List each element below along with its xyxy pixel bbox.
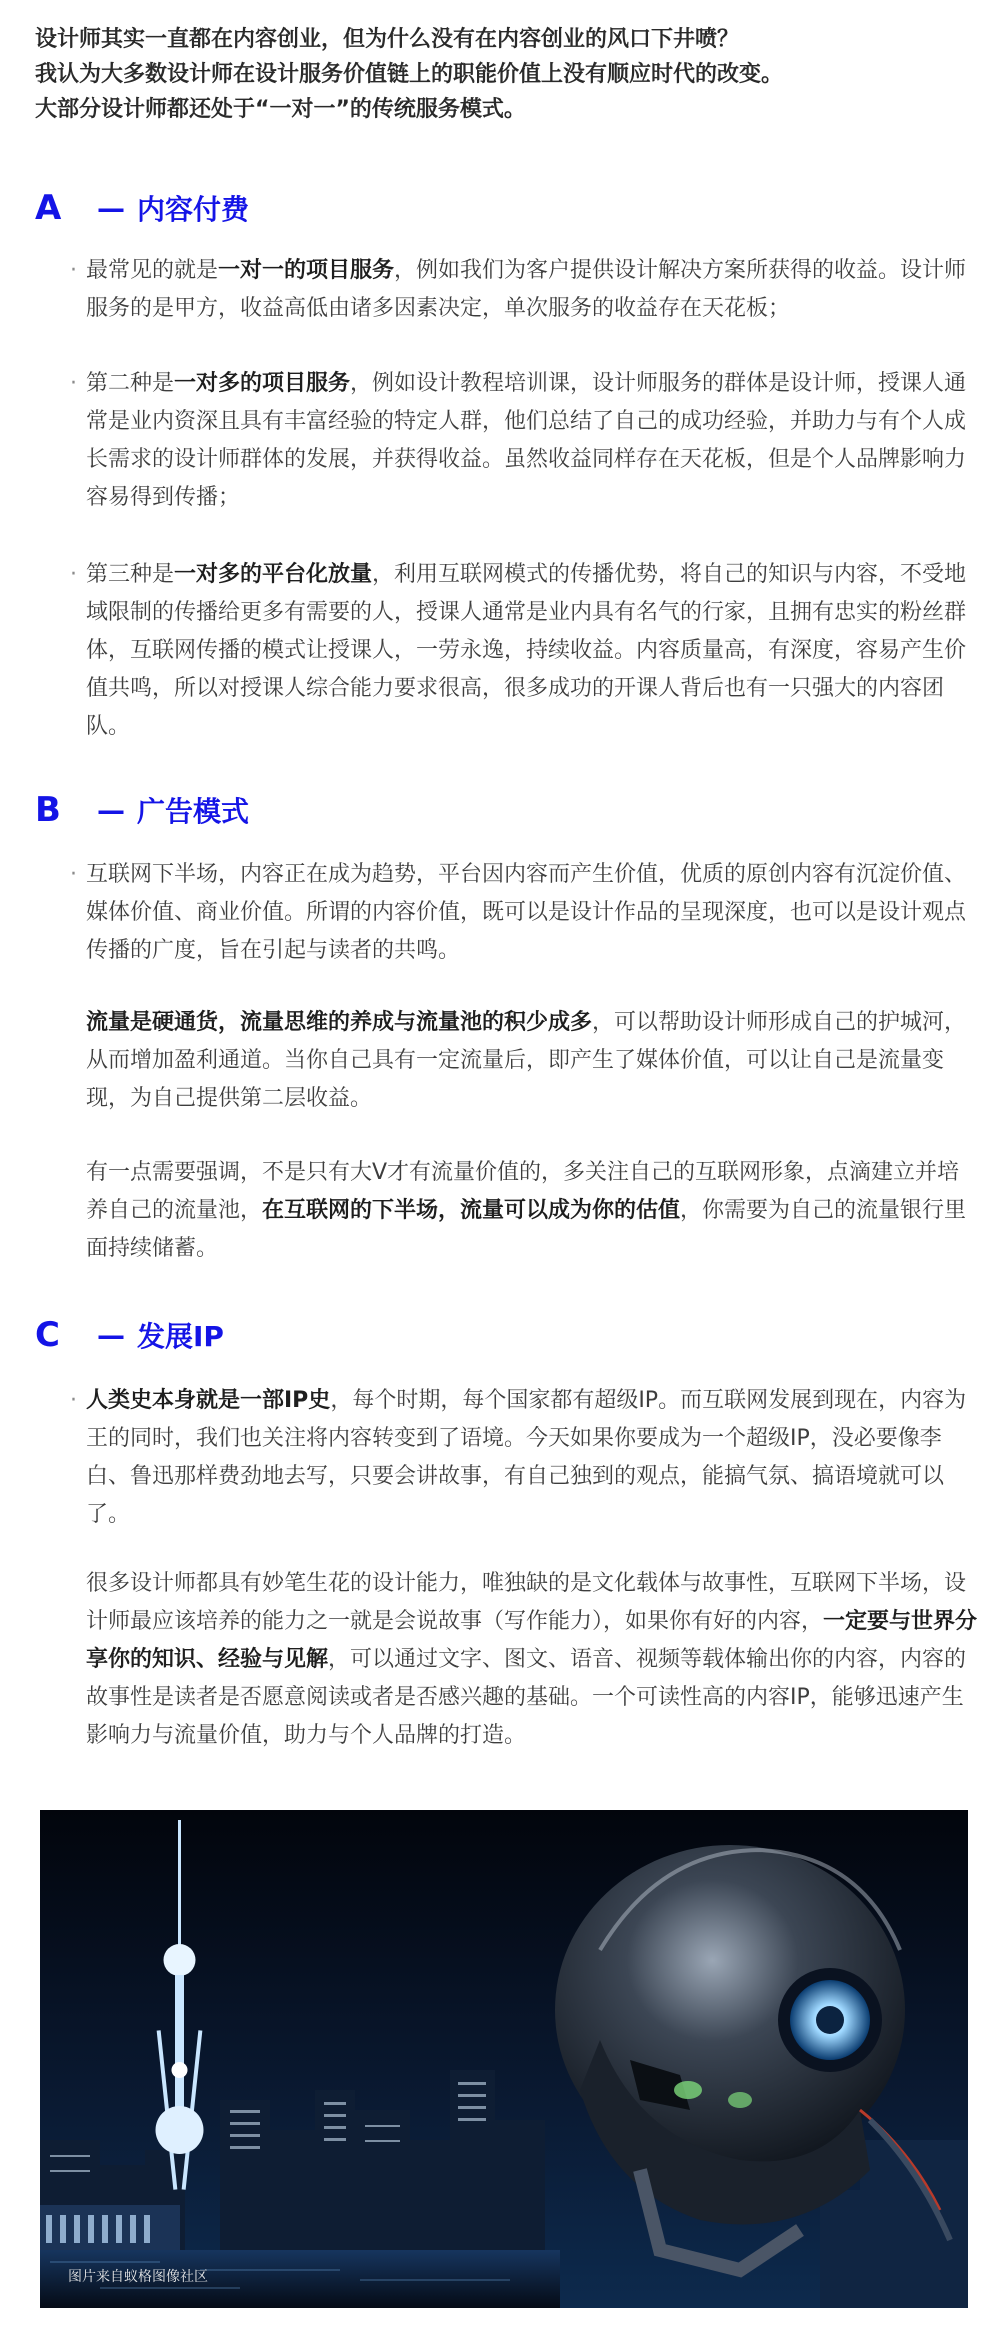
para-bold: 一对多的项目服务 xyxy=(174,371,351,396)
para-bold: 一对多的平台化放量 xyxy=(174,562,373,587)
section-letter: C xyxy=(35,1315,60,1355)
section-c-heading xyxy=(35,1312,224,1358)
para-text: ，你需要为自己的流量银行里面持续储蓄。 xyxy=(86,1198,967,1261)
section-letter: A xyxy=(35,188,62,228)
section-b-heading xyxy=(35,787,249,833)
bullet-dot: · xyxy=(70,862,77,887)
para-text: ，可以通过文字、图文、语音、视频等载体输出你的内容，内容的故事性是读者是否愿意阅读或者是否感兴趣的基础。一个可读性高的内容IP，能够迅速产生影响力与流量价值，助力与个人品牌的打造。 xyxy=(86,1647,967,1748)
para-text: ，例如设计教程培训课，设计师服务的群体是设计师，授课人通常是业内资深且具有丰富经验的特定人群，他们总结了自己的成功经验，并助力与有个人成长需求的设计师群体的发展，并获得收益。虽然收益同样存在天花板，但是个人品牌影响力容易得到传播； xyxy=(86,371,967,510)
section-dash: — xyxy=(97,1318,125,1352)
section-c-paragraph-1 xyxy=(70,1382,981,1534)
para-bold: 一对一的项目服务 xyxy=(218,258,395,283)
para-text: 很多设计师都具有妙笔生花的设计能力，唯独缺的是文化载体与故事性，互联网下半场，设计师最应该培养的能力之一就是会说故事（写作能力），如果你有好的内容， xyxy=(86,1571,967,1634)
intro-line: 设计师其实一直都在内容创业，但为什么没有在内容创业的风口下井喷？ xyxy=(35,27,740,52)
para-bold: 流量是硬通货，流量思维的养成与流量池的积少成多 xyxy=(86,1010,593,1035)
section-a-paragraph-3 xyxy=(70,556,981,746)
intro-line: 我认为大多数设计师在设计服务价值链上的职能价值上没有顺应时代的改变。 xyxy=(35,62,784,87)
para-bold: 人类史本身就是一部IP史 xyxy=(86,1388,331,1413)
para-text: ，利用互联网模式的传播优势，将自己的知识与内容，不受地域限制的传播给更多有需要的人，授课人通常是业内具有名气的行家，且拥有忠实的粉丝群体，互联网传播的模式让授课人，一劳永逸，持续收益。内容质量高，有深度，容易产生价值共鸣，所以对授课人综合能力要求很高，很多成功的开课人背后也有一只强大的内容团队。 xyxy=(86,562,967,739)
section-a-heading xyxy=(35,185,249,231)
section-c-paragraph-2 xyxy=(86,1565,981,1755)
section-letter: B xyxy=(35,790,61,830)
section-a-paragraph-2 xyxy=(70,365,981,517)
bullet-dot: · xyxy=(70,371,77,396)
para-text: 第二种是 xyxy=(86,371,175,396)
para-text: 最常见的就是 xyxy=(86,258,219,283)
section-a-paragraph-1 xyxy=(70,252,981,328)
para-text: 互联网下半场，内容正在成为趋势，平台因内容而产生价值，优质的原创内容有沉淀价值、媒体价值、商业价值。所谓的内容价值，既可以是设计作品的呈现深度，也可以是设计观点传播的广度，旨在引起与读者的共鸣。 xyxy=(86,862,967,963)
para-text: ，每个时期，每个国家都有超级IP。而互联网发展到现在，内容为王的同时，我们也关注将内容转变到了语境。今天如果你要成为一个超级IP，没必要像李白、鲁迅那样费劲地去写，只要会讲故事，有自己独到的观点，能搞气氛、搞语境就可以了。 xyxy=(86,1388,967,1527)
section-b-paragraph-3 xyxy=(86,1154,981,1268)
bullet-dot: · xyxy=(70,1388,77,1413)
section-title: 发展IP xyxy=(137,1320,224,1353)
section-title: 广告模式 xyxy=(137,795,250,828)
section-b-paragraph-2 xyxy=(86,1004,981,1118)
para-text: 第三种是 xyxy=(86,562,175,587)
para-text: 有一点需要强调，不是只有大V才有流量价值的，多关注自己的互联网形象，点滴建立并培养自己的流量池， xyxy=(86,1160,960,1223)
intro-block xyxy=(35,22,975,127)
robot-city-illustration xyxy=(40,1810,968,2308)
robot-city-image xyxy=(40,1810,968,2308)
section-dash: — xyxy=(97,191,125,225)
bullet-dot: · xyxy=(70,258,77,283)
bullet-dot: · xyxy=(70,562,77,587)
section-b-paragraph-1 xyxy=(70,856,981,970)
para-bold: 一定要与世界分享你的知识、经验与见解 xyxy=(86,1609,978,1672)
section-dash: — xyxy=(97,793,125,827)
para-text: ，例如我们为客户提供设计解决方案所获得的收益。设计师服务的是甲方，收益高低由诸多因素决定，单次服务的收益存在天花板； xyxy=(86,258,967,321)
image-caption: 图片来自蚁格图像社区 xyxy=(68,2269,208,2285)
para-bold: 在互联网的下半场，流量可以成为你的估值 xyxy=(262,1198,681,1223)
intro-line: 大部分设计师都还处于“一对一”的传统服务模式。 xyxy=(35,97,526,122)
para-text: ，可以帮助设计师形成自己的护城河，从而增加盈利通道。当你自己具有一定流量后，即产生了媒体价值，可以让自己是流量变现，为自己提供第二层收益。 xyxy=(86,1010,967,1111)
section-title: 内容付费 xyxy=(137,193,250,226)
